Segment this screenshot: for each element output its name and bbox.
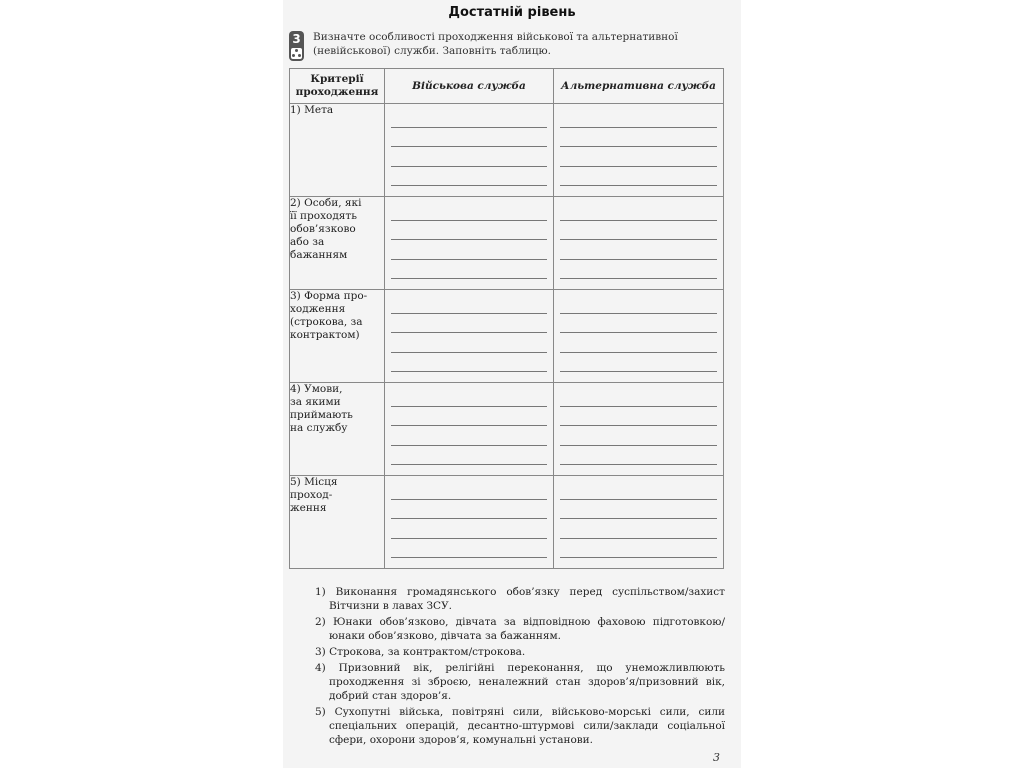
criterion-label	[290, 476, 385, 569]
military-answer-cell[interactable]	[385, 197, 554, 290]
table-row	[290, 197, 724, 290]
military-answer-cell[interactable]	[385, 476, 554, 569]
writing-line	[560, 518, 717, 519]
writing-line	[391, 445, 547, 446]
alternative-answer-cell[interactable]	[554, 197, 724, 290]
criterion-label-text: 4) Умови, за якими приймають на службу	[290, 383, 353, 434]
writing-lines	[385, 476, 553, 568]
writing-line	[391, 518, 547, 519]
writing-line	[391, 352, 547, 353]
answer-item: 2) Юнаки обов’язково, дівчата за відповідною фаховою підготовкою/ юнаки обов’язково, дівчата за бажанням.	[315, 616, 725, 642]
writing-lines	[554, 383, 723, 475]
writing-line	[391, 146, 547, 147]
writing-lines	[554, 197, 723, 289]
alternative-answer-cell[interactable]	[554, 383, 724, 476]
military-answer-cell[interactable]	[385, 104, 554, 197]
answer-item: 3) Строкова, за контрактом/строкова.	[315, 646, 526, 658]
writing-line	[560, 166, 717, 167]
writing-line	[391, 557, 547, 558]
writing-line	[560, 557, 717, 558]
writing-lines	[385, 104, 553, 196]
writing-line	[560, 499, 717, 500]
writing-line	[391, 313, 547, 314]
writing-line	[391, 239, 547, 240]
writing-line	[560, 538, 717, 539]
writing-line	[560, 406, 717, 407]
criterion-label-text: 5) Місця проход- ження	[290, 476, 338, 514]
military-answer-cell[interactable]	[385, 290, 554, 383]
criterion-label-text: 2) Особи, які її проходять обов’язково або за бажанням	[290, 197, 362, 261]
military-answer-cell[interactable]	[385, 383, 554, 476]
header-military-service: Військова служба	[385, 69, 554, 104]
answer-item: 5) Сухопутні війська, повітряні сили, військово-морські сили, сили спеціальних операцій, десантно-штурмові сили/заклади соціальної сфери, охорони здоров’я, комунальні установи.	[315, 706, 725, 746]
criterion-label	[290, 290, 385, 383]
writing-line	[391, 425, 547, 426]
criteria-table	[289, 68, 724, 569]
writing-line	[560, 352, 717, 353]
alternative-answer-cell[interactable]	[554, 290, 724, 383]
writing-line	[560, 332, 717, 333]
writing-line	[560, 146, 717, 147]
writing-line	[560, 371, 717, 372]
writing-line	[560, 185, 717, 186]
writing-line	[560, 464, 717, 465]
criterion-label-text: 1) Мета	[290, 104, 334, 116]
writing-lines	[385, 383, 553, 475]
writing-line	[391, 499, 547, 500]
writing-line	[560, 425, 717, 426]
writing-line	[391, 166, 547, 167]
writing-line	[391, 127, 547, 128]
writing-lines	[554, 104, 723, 196]
writing-lines	[385, 197, 553, 289]
criterion-label	[290, 383, 385, 476]
writing-line	[391, 278, 547, 279]
writing-line	[391, 371, 547, 372]
alternative-answer-cell[interactable]	[554, 104, 724, 197]
table-row	[290, 290, 724, 383]
writing-lines	[554, 290, 723, 382]
criterion-label	[290, 104, 385, 197]
writing-line	[391, 464, 547, 465]
writing-line	[560, 278, 717, 279]
writing-line	[391, 185, 547, 186]
writing-line	[391, 538, 547, 539]
table-row	[290, 476, 724, 569]
writing-line	[391, 259, 547, 260]
answer-item: 4) Призовний вік, релігійні переконання, що унеможливлюють проходження зі зброєю, неналежний стан здоров’я/призовний вік, добрий стан здоров’я.	[315, 662, 725, 702]
task-number-badge	[289, 31, 304, 61]
table-row	[290, 104, 724, 197]
header-alternative-service: Альтернативна служба	[554, 69, 724, 104]
answer-key-list	[315, 585, 725, 749]
writing-lines	[385, 290, 553, 382]
alternative-answer-cell[interactable]	[554, 476, 724, 569]
answer-item: 1) Виконання громадянського обов’язку перед суспільством/захист Вітчизни в лавах ЗСУ.	[315, 586, 725, 612]
criterion-label	[290, 197, 385, 290]
writing-line	[560, 445, 717, 446]
header-criteria: Критерії проходження	[290, 69, 385, 104]
writing-line	[391, 220, 547, 221]
task-instructions: Визначте особливості проходження військової та альтернативної (невійськової) служби. Заповніть таблицю.	[313, 31, 678, 57]
criterion-label-text: 3) Форма про- ходження (строкова, за контрактом)	[290, 290, 368, 341]
section-heading: Достатній рівень	[448, 5, 576, 20]
writing-lines	[554, 476, 723, 568]
table-row	[290, 383, 724, 476]
writing-line	[391, 406, 547, 407]
writing-line	[391, 332, 547, 333]
writing-line	[560, 239, 717, 240]
page-number: 3	[713, 751, 720, 764]
writing-line	[560, 220, 717, 221]
group-work-icon	[291, 48, 302, 59]
writing-line	[560, 313, 717, 314]
table-header-row	[290, 69, 724, 104]
task-number: 3	[292, 32, 301, 46]
writing-line	[560, 127, 717, 128]
writing-line	[560, 259, 717, 260]
